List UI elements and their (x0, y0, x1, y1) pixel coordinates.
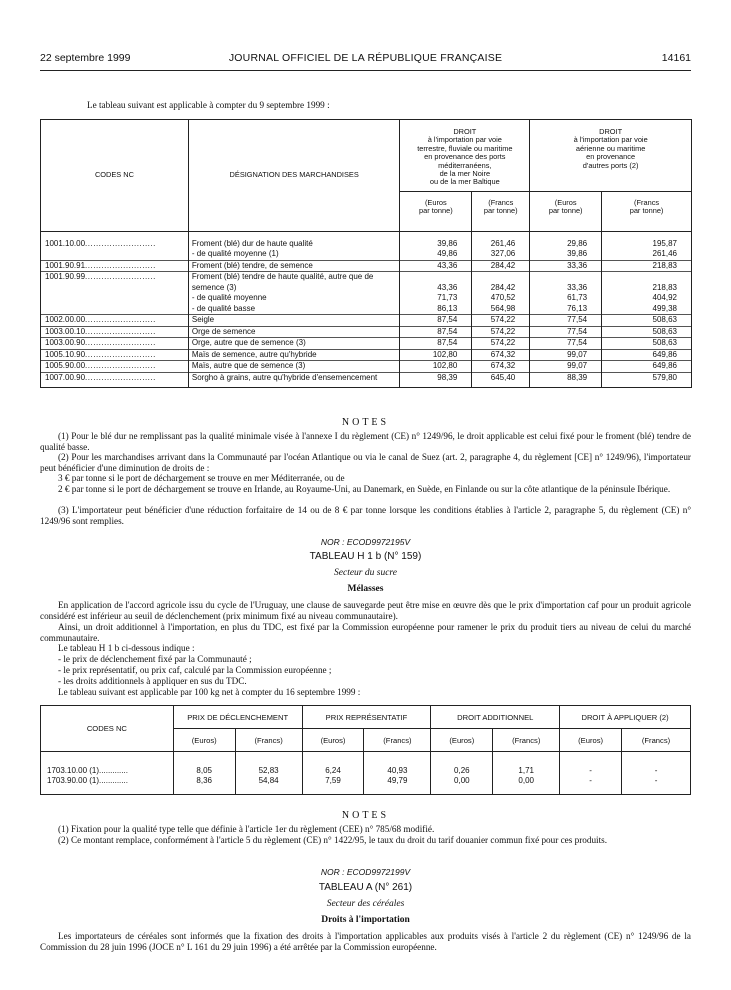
table-cell-euros-b: 77,54 (530, 315, 602, 327)
section-title: TABLEAU H 1 b (N° 159) (309, 551, 422, 562)
header-date: 22 septembre 1999 (40, 52, 131, 64)
table-row (41, 372, 692, 383)
table-cell-francs-a: 574,22 (472, 326, 530, 338)
table-cell-francs-a: 261,46 (472, 239, 530, 250)
table-cell-euros-b (530, 272, 602, 283)
table-cell-designation: - de qualité moyenne (1) (188, 249, 400, 260)
section-subtitle: Secteur des céréales (326, 899, 405, 909)
table-cell-euros-b: 76,13 (530, 304, 602, 315)
table-cell-code: 1002.00.00.......................... (41, 315, 189, 327)
table-cell-francs-a: 470,52 (472, 293, 530, 304)
values-cell: - - (560, 752, 622, 795)
header-rule (40, 70, 691, 71)
table-cell-francs-b: 649,86 (602, 361, 692, 373)
table-cell-euros-b: 99,07 (530, 349, 602, 361)
table-cell-designation: - de qualité moyenne (188, 293, 400, 304)
table-cell-designation: Maïs, autre que de semence (3) (188, 361, 400, 373)
table-cell-francs-b: 218,83 (602, 260, 692, 272)
unit-euros: (Euros) (560, 729, 622, 752)
col-header-group: DROIT ADDITIONNEL (431, 706, 560, 729)
molasses-table (40, 705, 691, 795)
table-row (41, 361, 692, 373)
table-cell-code: 1001.90.99.......................... (41, 272, 189, 283)
col-header-droit-b: DROIT à l'importation par voie aérienne ou maritime en provenance d'autres ports (2) (530, 120, 692, 192)
table-cell-francs-b (602, 272, 692, 283)
table-body (41, 232, 692, 388)
table-cell-euros-a: 86,13 (400, 304, 472, 315)
table-cell-euros-b: 33,36 (530, 260, 602, 272)
table-cell-francs-b: 261,46 (602, 249, 692, 260)
section-heading: Droits à l'importation (321, 915, 410, 925)
table-cell-euros-b: 39,86 (530, 249, 602, 260)
table-cell-francs-b: 649,86 (602, 349, 692, 361)
values-cell: - - (622, 752, 691, 795)
unit-euros: (Euros par tonne) (530, 192, 602, 232)
table-cell-francs-a: 574,22 (472, 338, 530, 350)
table-cell-francs-a: 284,42 (472, 283, 530, 294)
page-number: 14161 (661, 52, 691, 64)
table-cell-designation: Sorgho à grains, autre qu'hybride d'ensemencement (188, 372, 400, 383)
table-cell-designation: Froment (blé) dur de haute qualité (188, 239, 400, 250)
table-cell-code: 1001.90.91.......................... (41, 260, 189, 272)
note-2: (2) Pour les marchandises arrivant dans la Communauté par l'océan Atlantique ou via le canal de Suez (art. 2, paragraphe 4, du règlement [CE] n° 1249/96), l'importateur peut bénéficier d'une diminution de droits de : (40, 452, 691, 473)
table-cell-francs-a: 674,32 (472, 361, 530, 373)
table-row (41, 304, 692, 315)
section-heading: Mélasses (347, 584, 384, 594)
paragraph: Ainsi, un droit additionnel à l'importation, en plus du TDC, est fixé par la Commission européenne pour ramener le prix du produit tiers au niveau de celui du marché communautaire. (40, 622, 691, 643)
list-item: - les droits additionnels à appliquer en sus du TDC. (58, 676, 247, 686)
table-row (41, 260, 692, 272)
table-cell-designation: Orge de semence (188, 326, 400, 338)
table-cell-francs-b: 579,80 (602, 372, 692, 383)
values-cell: 8,05 8,36 (173, 752, 235, 795)
unit-euros: (Euros) (173, 729, 235, 752)
table-cell-designation: semence (3) (188, 283, 400, 294)
col-header-droit-a: DROIT à l'importation par voie terrestre, fluviale ou maritime en provenance des ports méditerranéens, de la mer Noire ou de la mer Baltique (400, 120, 530, 192)
note-3: (3) L'importateur peut bénéficier d'une réduction forfaitaire de 14 ou de 8 € par tonne lorsque les conditions établies à l'article 2, paragraphe 5, du règlement (CE) n° 1249/96 sont remplies. (40, 505, 691, 526)
table-cell-designation: Seigle (188, 315, 400, 327)
table-cell-euros-b: 29,86 (530, 239, 602, 250)
col-header-designation: DÉSIGNATION DES MARCHANDISES (188, 120, 400, 232)
table-cell-euros-a: 102,80 (400, 361, 472, 373)
col-header-codes: CODES NC (41, 706, 174, 752)
paragraph: Le tableau H 1 b ci-dessous indique : (58, 643, 195, 653)
code-text: 1005.90.00 (45, 361, 86, 370)
table-cell-code (41, 304, 189, 315)
table-cell-euros-a: 71,73 (400, 293, 472, 304)
table-cell-euros-a: 98,39 (400, 372, 472, 383)
table-row (41, 349, 692, 361)
table-row (41, 272, 692, 283)
col-header-group: PRIX REPRÉSENTATIF (302, 706, 431, 729)
col-header-group: DROIT À APPLIQUER (2) (560, 706, 691, 729)
table-cell-code: 1005.10.90.......................... (41, 349, 189, 361)
table-cell-code: 1007.00.90.......................... (41, 372, 189, 383)
list-item: - le prix de déclenchement fixé par la Communauté ; (58, 654, 252, 664)
values-cell: 6,24 7,59 (302, 752, 364, 795)
nor-reference: NOR : ECOD9972199V (320, 867, 411, 877)
note-1: (1) Pour le blé dur ne remplissant pas la qualité minimale visée à l'annexe I du règlement (CE) n° 1249/96, le droit applicable est celui fixé pour le froment (blé) tendre de qualité basse. (40, 431, 691, 452)
col-header-group: PRIX DE DÉCLENCHEMENT (173, 706, 302, 729)
table-cell-code: 1003.00.90.......................... (41, 338, 189, 350)
unit-francs: (Francs) (364, 729, 431, 752)
table-cell-euros-a: 87,54 (400, 338, 472, 350)
code-text: 1001.90.99 (45, 272, 86, 281)
unit-francs: (Francs) (622, 729, 691, 752)
unit-francs: (Francs par tonne) (602, 192, 692, 232)
table-cell-francs-b: 404,92 (602, 293, 692, 304)
code-text: 1002.00.00 (45, 315, 86, 324)
code-text: 1003.00.10 (45, 326, 86, 336)
table-cell-francs-a (472, 272, 530, 283)
table-cell-euros-b: 77,54 (530, 326, 602, 338)
table-cell-francs-b: 508,63 (602, 326, 692, 338)
table-row (41, 338, 692, 350)
table-cell-francs-b: 195,87 (602, 239, 692, 250)
table-cell-euros-a: 87,54 (400, 315, 472, 327)
table-cell-code: 1703.90.00 (1)............. (47, 776, 128, 785)
page-header (40, 52, 691, 68)
table-cell-code: 1005.90.00.......................... (41, 361, 189, 373)
table-cell-designation: Maïs de semence, autre qu'hybride (188, 349, 400, 361)
code-text: 1001.90.91 (45, 260, 86, 270)
note-2a: 3 € par tonne si le port de déchargement se trouve en mer Méditerranée, ou de (58, 473, 345, 483)
code-text: 1005.10.90 (45, 349, 86, 359)
col-header-codes: CODES NC (41, 120, 189, 232)
section-subtitle: Secteur du sucre (334, 568, 397, 578)
table-cell-francs-b: 508,63 (602, 338, 692, 350)
table-row (41, 283, 692, 294)
note-1: (1) Fixation pour la qualité type telle que définie à l'article 1er du règlement (CEE) n° 785/68 modifié. (58, 824, 435, 834)
unit-euros: (Euros par tonne) (400, 192, 472, 232)
table-cell-code (41, 293, 189, 304)
values-cell: 1,71 0,00 (493, 752, 560, 795)
table-cell-euros-b: 77,54 (530, 338, 602, 350)
values-cell: 40,93 49,79 (364, 752, 431, 795)
notes-title: NOTES (341, 417, 390, 428)
table-cell-euros-b: 61,73 (530, 293, 602, 304)
table-cell-euros-a: 39,86 (400, 239, 472, 250)
nor-reference: NOR : ECOD9972195V (320, 537, 411, 547)
table-cell-francs-b: 499,38 (602, 304, 692, 315)
section-title: TABLEAU A (N° 261) (318, 882, 413, 893)
table-cell-code: 1003.00.10.......................... (41, 326, 189, 338)
table-cell-francs-a: 674,32 (472, 349, 530, 361)
code-text: 1001.10.00 (45, 238, 86, 248)
note-2b: 2 € par tonne si le port de déchargement se trouve en Irlande, au Royaume-Uni, au Danemark, en Suède, en Finlande ou sur la côte atlantique de la péninsule Ibérique. (58, 484, 671, 494)
table-row (41, 293, 692, 304)
table-cell-francs-a: 645,40 (472, 372, 530, 383)
table-cell-code: 1703.10.00 (1)............. (47, 766, 128, 775)
paragraph: Le tableau suivant est applicable par 100 kg net à compter du 16 septembre 1999 : (58, 687, 361, 697)
table-row (41, 315, 692, 327)
notes-title: NOTES (341, 810, 390, 821)
table-cell-euros-b: 99,07 (530, 361, 602, 373)
table-row (41, 239, 692, 250)
table-cell-francs-b: 218,83 (602, 283, 692, 294)
table-cell-code: 1001.10.00.......................... (41, 239, 189, 250)
table-cell-designation: Froment (blé) tendre, de semence (188, 260, 400, 272)
table-cell-designation: - de qualité basse (188, 304, 400, 315)
table-cell-designation: Froment (blé) tendre de haute qualité, autre que de (188, 272, 400, 283)
table-cell-francs-b: 508,63 (602, 315, 692, 327)
table-cell-euros-a: 43,36 (400, 260, 472, 272)
table-cell-euros-a (400, 272, 472, 283)
code-text: 1007.00.90 (45, 372, 86, 382)
values-cell: 52,83 54,84 (235, 752, 302, 795)
codes-cell (41, 752, 174, 795)
table-cell-designation: Orge, autre que de semence (3) (188, 338, 400, 350)
unit-euros: (Euros) (431, 729, 493, 752)
table-cell-code (41, 249, 189, 260)
table-cell-euros-b: 33,36 (530, 283, 602, 294)
table-cell-euros-a: 102,80 (400, 349, 472, 361)
table-cell-francs-a: 564,98 (472, 304, 530, 315)
note-2: (2) Ce montant remplace, conformément à l'article 5 du règlement (CE) n° 1422/95, le taux du droit du tarif douanier commun fixé pour ces produits. (58, 835, 608, 845)
unit-francs: (Francs) (235, 729, 302, 752)
table-cell-euros-a: 49,86 (400, 249, 472, 260)
table-cell-code (41, 283, 189, 294)
table-row (41, 326, 692, 338)
unit-francs: (Francs par tonne) (472, 192, 530, 232)
paragraph: En application de l'accord agricole issu du cycle de l'Uruguay, une clause de sauvegarde peut être mise en œuvre dès que le prix d'importation caf pour un produit agricole considéré est inférieur au seuil de déclenchement (prix minimum fixé au niveau communautaire). (40, 600, 691, 621)
table-cell-euros-b: 88,39 (530, 372, 602, 383)
code-text: 1003.00.90 (45, 338, 86, 347)
journal-title: JOURNAL OFFICIEL DE LA RÉPUBLIQUE FRANÇAISE (228, 52, 503, 64)
table-cell-francs-a: 574,22 (472, 315, 530, 327)
table-cell-euros-a: 87,54 (400, 326, 472, 338)
values-cell: 0,26 0,00 (431, 752, 493, 795)
intro-paragraph: Le tableau suivant est applicable à compter du 9 septembre 1999 : (87, 100, 330, 110)
table-cell-euros-a: 43,36 (400, 283, 472, 294)
table-cell-francs-a: 327,06 (472, 249, 530, 260)
table-cell-francs-a: 284,42 (472, 260, 530, 272)
table-row (41, 249, 692, 260)
list-item: - le prix représentatif, ou prix caf, calculé par la Commission européenne ; (58, 665, 332, 675)
cereal-duties-table (40, 119, 692, 388)
unit-francs: (Francs) (493, 729, 560, 752)
unit-euros: (Euros) (302, 729, 364, 752)
paragraph: Les importateurs de céréales sont informés que la fixation des droits à l'importation applicables aux produits visés à l'article 2 du règlement (CE) n° 1249/96 de la Commission du 28 juin 1996 (JOCE n° L 161 du 29 juin 1996) a été arrêtée par la Commission européenne. (40, 931, 691, 952)
